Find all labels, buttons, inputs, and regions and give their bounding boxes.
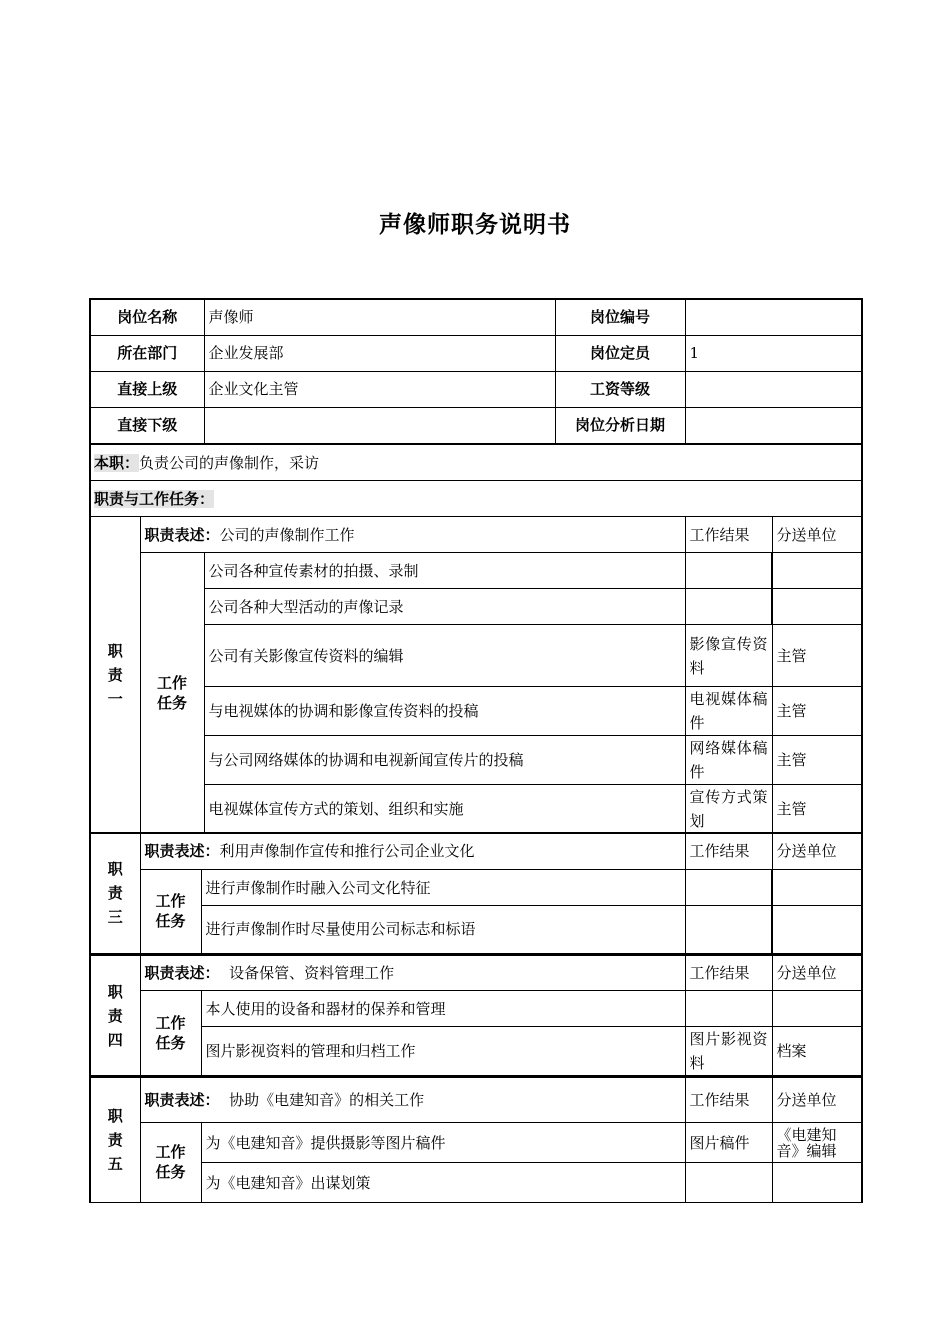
task-1-3-dest: 主管 [772,625,862,687]
analysis-date-value [685,407,862,444]
task-1-6-result: 宣传方式策划 [685,785,772,834]
page-title: 声像师职务说明书 [379,212,571,238]
duty-table [89,444,863,517]
subordinate-value [204,407,555,444]
task-1-6: 电视媒体宣传方式的策划、组织和实施 [204,785,685,834]
task-3-1-result [685,991,772,1027]
quota-value: 1 [685,335,862,371]
section-2-name: 职责三 [90,833,140,954]
quota-label: 岗位定员 [555,335,685,371]
task-4-1-dest: 《电建知音》编辑 [772,1123,862,1163]
task-1-4-dest: 主管 [772,687,862,736]
section-4-result-header: 工作结果 [685,1078,772,1123]
task-1-1-result [685,553,772,589]
section-1-task-label: 工作任务 [140,553,204,834]
task-4-2-dest [772,1163,862,1203]
section-2-desc: 利用声像制作宣传和推行公司企业文化 [219,842,475,860]
section-3-name: 职责四 [90,956,140,1077]
task-4-2-result [685,1163,772,1203]
task-4-1: 为《电建知音》提供摄影等图片稿件 [201,1123,685,1163]
task-2-2-result [685,906,772,954]
section-3-task-label: 工作任务 [140,991,201,1077]
post-no-label: 岗位编号 [555,299,685,335]
section-1-name: 职责一 [90,517,140,834]
subordinate-label: 直接下级 [90,407,204,444]
task-1-2-dest [772,589,862,625]
dept-label: 所在部门 [90,335,204,371]
task-3-2-result: 图片影视资料 [685,1027,772,1077]
task-1-3-result: 影像宣传资料 [685,625,772,687]
post-no-value [685,299,862,335]
task-1-2: 公司各种大型活动的声像记录 [204,589,685,625]
task-1-3: 公司有关影像宣传资料的编辑 [204,625,685,687]
section-4 [89,1077,863,1203]
duty-row [90,445,862,481]
task-2-1-result [685,870,772,906]
section-2-desc-label: 职责表述： [144,842,220,860]
section-4-name: 职责五 [90,1078,140,1203]
task-4-1-result: 图片稿件 [685,1123,772,1163]
task-1-5: 与公司网络媒体的协调和电视新闻宣传片的投稿 [204,736,685,785]
section-3 [89,955,863,1077]
task-2-1-dest [772,870,862,906]
section-1 [89,516,863,834]
section-3-desc-row [140,956,685,991]
task-1-4: 与电视媒体的协调和影像宣传资料的投稿 [204,687,685,736]
section-1-desc-label: 职责表述： [144,525,220,544]
section-3-desc: 设备保管、资料管理工作 [229,964,395,982]
section-2-desc-row [140,833,685,870]
task-2-2-dest [772,906,862,954]
post-name-value: 声像师 [204,299,555,335]
task-3-2: 图片影视资料的管理和归档工作 [201,1027,685,1077]
section-2-dest-header: 分送单位 [772,833,862,870]
section-4-desc: 协助《电建知音》的相关工作 [229,1091,425,1109]
task-1-5-dest: 主管 [772,736,862,785]
section-4-task-label: 工作任务 [140,1123,201,1203]
duties-heading-text: 职责与工作任务： [94,489,215,508]
task-3-1: 本人使用的设备和器材的保养和管理 [201,991,685,1027]
section-4-dest-header: 分送单位 [772,1078,862,1123]
duties-heading [90,481,862,517]
section-3-result-header: 工作结果 [685,956,772,991]
post-name-label: 岗位名称 [90,299,204,335]
duty-label: 本职： [94,453,140,472]
header-table [89,298,863,445]
salary-label: 工资等级 [555,371,685,407]
salary-value [685,371,862,407]
superior-label: 直接上级 [90,371,204,407]
section-2-task-label: 工作任务 [140,870,201,954]
task-4-2: 为《电建知音》出谋划策 [201,1163,685,1203]
task-1-4-result: 电视媒体稿件 [685,687,772,736]
analysis-date-label: 岗位分析日期 [555,407,685,444]
task-3-2-dest: 档案 [772,1027,862,1077]
section-4-desc-label: 职责表述： [144,1091,220,1109]
section-1-dest-header: 分送单位 [772,517,862,553]
task-1-1-dest [772,553,862,589]
section-1-desc-row [140,517,685,553]
task-1-5-result: 网络媒体稿件 [685,736,772,785]
section-1-desc: 公司的声像制作工作 [219,525,355,544]
section-3-desc-label: 职责表述： [144,964,220,982]
section-2 [89,832,863,955]
section-1-result-header: 工作结果 [685,517,772,553]
task-1-1: 公司各种宣传素材的拍摄、录制 [204,553,685,589]
dept-value: 企业发展部 [204,335,555,371]
section-2-result-header: 工作结果 [685,833,772,870]
task-1-6-dest: 主管 [772,785,862,834]
section-3-dest-header: 分送单位 [772,956,862,991]
superior-value: 企业文化主管 [204,371,555,407]
task-1-2-result [685,589,772,625]
task-2-1: 进行声像制作时融入公司文化特征 [201,870,685,906]
task-3-1-dest [772,991,862,1027]
section-4-desc-row [140,1078,685,1123]
task-2-2: 进行声像制作时尽量使用公司标志和标语 [201,906,685,954]
duty-text: 负责公司的声像制作，采访 [139,453,320,472]
